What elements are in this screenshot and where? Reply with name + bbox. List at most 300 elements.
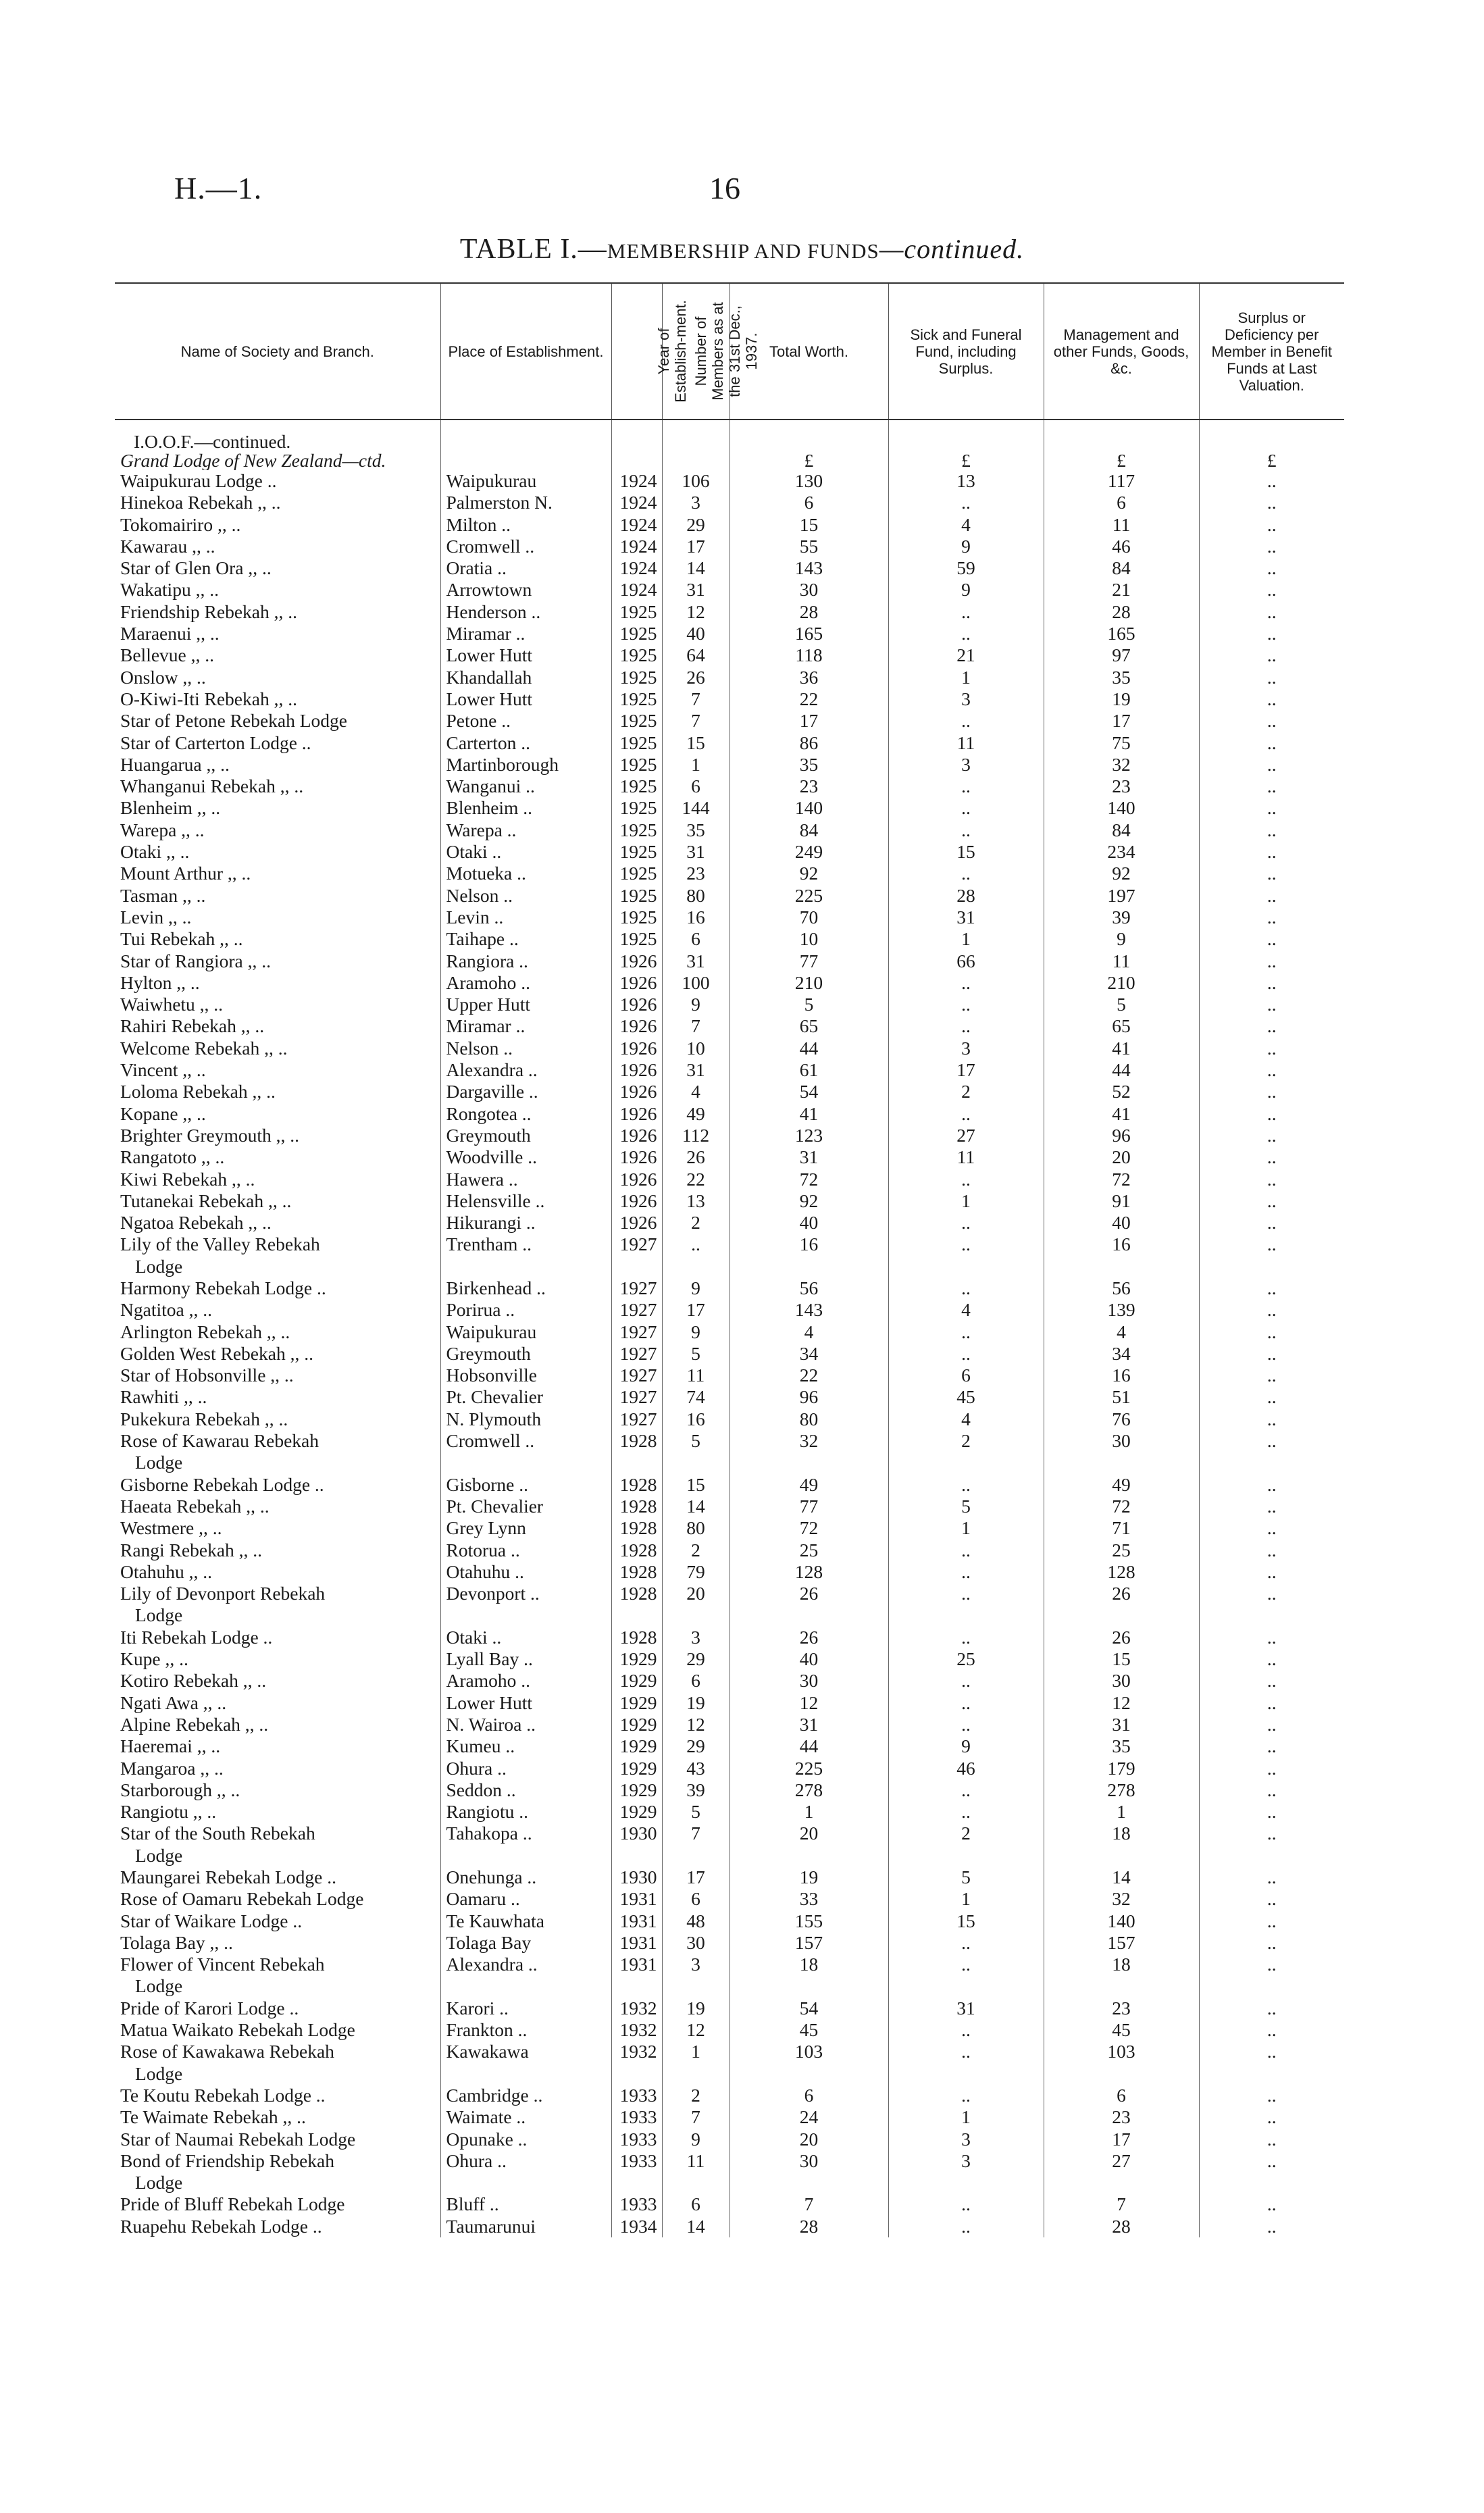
cell-sick: 3 [888,688,1044,710]
table-row [115,1190,1344,1212]
cell-members: 64 [662,644,730,666]
table-row [115,623,1344,644]
table-row [115,1386,1344,1408]
cell-total: 56 [730,1277,888,1299]
cell-mgmt: 103 [1044,2041,1199,2062]
cell-mgmt [1044,1256,1199,1277]
cell-members: 30 [662,1932,730,1954]
cell-surplus: .. [1199,1038,1344,1059]
cell-year: 1924 [611,579,662,601]
cell-name: Lily of the Valley Rebekah [120,1234,320,1255]
cell-year: 1925 [611,754,662,776]
cell-sick: 45 [888,1386,1044,1408]
table-row [115,1496,1344,1517]
cell-name: Rangi Rebekah ,, .. [120,1539,263,1560]
cell-mgmt: 97 [1044,644,1199,666]
cell-surplus: .. [1199,994,1344,1015]
cell-year: 1926 [611,950,662,972]
cell-year: 1925 [611,841,662,863]
cell-year: 1929 [611,1670,662,1692]
cell-total: 30 [730,2150,888,2172]
table-row [115,644,1344,666]
table-row [115,1321,1344,1343]
cell-name: Whanganui Rebekah ,, .. [120,776,304,797]
cell-year: 1929 [611,1648,662,1670]
cell-total [730,2172,888,2193]
cell-sick: .. [888,1015,1044,1037]
cell-place: Kumeu .. [440,1735,611,1757]
table-row [115,2129,1344,2150]
table-row [115,754,1344,776]
table-row [115,1823,1344,1844]
table-row [115,1888,1344,1910]
cell-sick: .. [888,819,1044,841]
cell-mgmt: 41 [1044,1038,1199,1059]
cell-surplus: .. [1199,1758,1344,1779]
cell-members: 29 [662,1735,730,1757]
cell-sick: .. [888,1954,1044,1975]
cell-name: Ngati Awa ,, .. [120,1692,227,1713]
cell-surplus: .. [1199,1692,1344,1714]
table-row [115,1932,1344,1954]
cell-year: 1931 [611,1910,662,1932]
cell-sick: .. [888,863,1044,884]
cell-place: Lower Hutt [440,644,611,666]
cell-year [611,1604,662,1626]
cell-place: Te Kauwhata [440,1910,611,1932]
cell-year: 1925 [611,819,662,841]
cell-name: Tasman ,, .. [120,884,206,906]
table-row [115,928,1344,950]
cell-surplus: .. [1199,907,1344,928]
table-row [115,1234,1344,1255]
cell-surplus: .. [1199,1190,1344,1212]
cell-year [611,2172,662,2193]
cell-place: Wanganui .. [440,776,611,797]
cell-surplus: .. [1199,1561,1344,1583]
cell-year: 1928 [611,1474,662,1496]
cell-surplus [1199,2172,1344,2193]
table-row [115,1277,1344,1299]
cell-mgmt: 27 [1044,2150,1199,2172]
cell-surplus: .. [1199,1212,1344,1234]
table-row [115,667,1344,688]
cell-members: 7 [662,1015,730,1037]
cell-total [730,1256,888,1277]
cell-place: Cromwell .. [440,1430,611,1452]
cell-year: 1928 [611,1430,662,1452]
cell-members: 6 [662,2193,730,2215]
cell-surplus: .. [1199,797,1344,819]
cell-year: 1930 [611,1867,662,1888]
cell-sick: .. [888,623,1044,644]
cell-sick: 1 [888,2106,1044,2128]
cell-total: 249 [730,841,888,863]
currency-surplus: £ [1199,451,1344,470]
cell-mgmt: 56 [1044,1277,1199,1299]
cell-year: 1926 [611,1146,662,1168]
cell-members: 35 [662,819,730,841]
cell-sick [888,1845,1044,1867]
cell-mgmt: 17 [1044,710,1199,732]
cell-total: 7 [730,2193,888,2215]
cell-surplus: .. [1199,1299,1344,1321]
cell-total: 225 [730,885,888,907]
cell-surplus: .. [1199,1365,1344,1386]
cell-mgmt: 75 [1044,732,1199,754]
cell-name: Star of Glen Ora ,, .. [120,557,272,579]
cell-sick: 1 [888,928,1044,950]
table-row [115,2193,1344,2215]
cell-mgmt: 91 [1044,1190,1199,1212]
cell-surplus: .. [1199,1648,1344,1670]
cell-sick: 1 [888,1190,1044,1212]
cell-name: Westmere ,, .. [120,1517,222,1539]
cell-total: 54 [730,1081,888,1102]
cell-place: Levin .. [440,907,611,928]
table-row [115,1910,1344,1932]
cell-name: Otaki ,, .. [120,841,190,863]
cell-sick [888,2172,1044,2193]
cell-members: 48 [662,1910,730,1932]
cell-surplus: .. [1199,1081,1344,1102]
cell-place: Arrowtown [440,579,611,601]
table-row [115,514,1344,536]
cell-members: 49 [662,1103,730,1125]
cell-place: Aramoho .. [440,972,611,994]
cell-surplus: .. [1199,1627,1344,1648]
page-number: 16 [709,171,740,205]
cell-name: Haeata Rebekah ,, .. [120,1495,270,1517]
cell-total: 20 [730,1823,888,1844]
cell-mgmt: 11 [1044,514,1199,536]
cell-mgmt: 35 [1044,1735,1199,1757]
cell-members: 16 [662,1408,730,1430]
cell-surplus: .. [1199,1954,1344,1975]
cell-members: 15 [662,732,730,754]
cell-surplus: .. [1199,819,1344,841]
cell-place: Waipukurau [440,1321,611,1343]
cell-members: 14 [662,2216,730,2237]
table-row [115,1517,1344,1539]
cell-mgmt: 140 [1044,797,1199,819]
cell-name: Tolaga Bay ,, .. [120,1931,233,1953]
cell-year: 1925 [611,885,662,907]
cell-year: 1928 [611,1583,662,1604]
cell-surplus: .. [1199,1146,1344,1168]
cell-members: 14 [662,1496,730,1517]
cell-year: 1925 [611,797,662,819]
cell-name: Lodge [135,1604,183,1626]
cell-sick: 1 [888,1517,1044,1539]
cell-mgmt: 32 [1044,1888,1199,1910]
cell-members: 1 [662,754,730,776]
cell-members: 4 [662,1081,730,1102]
society-heading [115,432,440,451]
cell-name: Te Koutu Rebekah Lodge .. [120,2084,326,2106]
cell-mgmt: 23 [1044,1998,1199,2019]
cell-place: Karori .. [440,1998,611,2019]
cell-year: 1926 [611,1212,662,1234]
cell-surplus: .. [1199,2106,1344,2128]
table-row [115,1735,1344,1757]
currency-mgmt: £ [1044,451,1199,470]
cell-total: 278 [730,1779,888,1801]
cell-sick: .. [888,1234,1044,1255]
cell-year: 1932 [611,1998,662,2019]
table-row [115,1692,1344,1714]
cell-mgmt: 51 [1044,1386,1199,1408]
cell-sick: 3 [888,2129,1044,2150]
cell-sick: .. [888,2216,1044,2237]
cell-place: Cambridge .. [440,2085,611,2106]
cell-total: 28 [730,2216,888,2237]
cell-name: Lodge [135,1452,183,1473]
cell-surplus: .. [1199,1408,1344,1430]
cell-members: 19 [662,1998,730,2019]
cell-total: 155 [730,1910,888,1932]
cell-total: 33 [730,1888,888,1910]
cell-members: 80 [662,1517,730,1539]
cell-place [440,1452,611,1473]
cell-surplus: .. [1199,1823,1344,1844]
table-row [115,841,1344,863]
cell-place [440,1975,611,1997]
cell-place: Devonport .. [440,1583,611,1604]
cell-place: Miramar .. [440,1015,611,1037]
cell-total: 16 [730,1234,888,1255]
cell-place [440,1604,611,1626]
cell-year: 1929 [611,1779,662,1801]
col-header-surplus: Surplus or Deficiency per Member in Benefit Funds at Last Valuation. [1199,283,1344,420]
cell-members: 2 [662,2085,730,2106]
cell-total: 6 [730,492,888,513]
cell-name: Gisborne Rebekah Lodge .. [120,1473,324,1495]
cell-year: 1924 [611,492,662,513]
cell-name: Pukekura Rebekah ,, .. [120,1408,288,1429]
cell-name: Kupe ,, .. [120,1648,188,1670]
cell-mgmt: 39 [1044,907,1199,928]
cell-year: 1933 [611,2106,662,2128]
table-row [115,994,1344,1015]
cell-members: 6 [662,1670,730,1692]
cell-sick: 5 [888,1867,1044,1888]
cell-total: 5 [730,994,888,1015]
cell-name: Ruapehu Rebekah Lodge .. [120,2215,322,2237]
table-row [115,776,1344,797]
cell-total: 86 [730,732,888,754]
cell-mgmt: 28 [1044,2216,1199,2237]
cell-name: Waipukurau Lodge .. [120,470,277,491]
cell-sick: 31 [888,907,1044,928]
cell-place: Opunake .. [440,2129,611,2150]
table-row [115,1365,1344,1386]
cell-place: Lower Hutt [440,1692,611,1714]
cell-mgmt: 26 [1044,1583,1199,1604]
cell-sick: .. [888,2019,1044,2041]
cell-place: Hobsonville [440,1365,611,1386]
cell-year: 1925 [611,863,662,884]
table-row [115,1430,1344,1452]
col-header-sick: Sick and Funeral Fund, including Surplus. [888,283,1044,420]
cell-place [440,2172,611,2193]
cell-place [440,1845,611,1867]
cell-surplus: .. [1199,2150,1344,2172]
cell-sick: 4 [888,514,1044,536]
cell-total: 18 [730,1954,888,1975]
cell-name: Friendship Rebekah ,, .. [120,601,297,622]
cell-sick: .. [888,994,1044,1015]
table-row [115,1169,1344,1190]
cell-year: 1929 [611,1758,662,1779]
cell-members: 79 [662,1561,730,1583]
cell-members: 40 [662,623,730,644]
cell-total: 225 [730,1758,888,1779]
cell-members: 9 [662,994,730,1015]
cell-surplus: .. [1199,710,1344,732]
cell-total: 34 [730,1343,888,1365]
cell-members: 106 [662,470,730,492]
cell-name: Starborough ,, .. [120,1779,240,1800]
cell-place: Carterton .. [440,732,611,754]
table-row [115,1975,1344,1997]
cell-name: Rose of Kawarau Rebekah [120,1430,319,1452]
cell-place: Birkenhead .. [440,1277,611,1299]
cell-year: 1927 [611,1365,662,1386]
cell-total: 23 [730,776,888,797]
cell-total: 19 [730,1867,888,1888]
cell-sick: 21 [888,644,1044,666]
cell-total: 12 [730,1692,888,1714]
cell-surplus: .. [1199,972,1344,994]
cell-total: 28 [730,601,888,623]
cell-year: 1928 [611,1561,662,1583]
cell-total: 210 [730,972,888,994]
cell-surplus: .. [1199,1125,1344,1146]
cell-total: 92 [730,863,888,884]
cell-mgmt [1044,1975,1199,1997]
cell-year: 1925 [611,928,662,950]
cell-place: Frankton .. [440,2019,611,2041]
cell-total: 72 [730,1169,888,1190]
cell-sick: 66 [888,950,1044,972]
cell-surplus: .. [1199,1888,1344,1910]
cell-sick: .. [888,1692,1044,1714]
cell-year: 1927 [611,1299,662,1321]
cell-year: 1931 [611,1888,662,1910]
cell-year: 1926 [611,1015,662,1037]
cell-surplus: .. [1199,2041,1344,2062]
cell-members: 31 [662,841,730,863]
col-header-place: Place of Establishment. [440,283,611,420]
cell-members: 100 [662,972,730,994]
cell-sick: 2 [888,1430,1044,1452]
cell-sick: .. [888,2085,1044,2106]
cell-surplus: .. [1199,1059,1344,1081]
cell-members: 7 [662,2106,730,2128]
cell-year: 1933 [611,2193,662,2215]
cell-place: Otaki .. [440,841,611,863]
cell-total: 24 [730,2106,888,2128]
cell-mgmt: 26 [1044,1627,1199,1648]
cell-members [662,2063,730,2085]
cell-place: Oamaru .. [440,1888,611,1910]
cell-sick: 27 [888,1125,1044,1146]
cell-year: 1925 [611,623,662,644]
cell-surplus [1199,1975,1344,1997]
cell-total: 143 [730,1299,888,1321]
cell-sick: 3 [888,2150,1044,2172]
cell-year: 1926 [611,1103,662,1125]
cell-mgmt [1044,1452,1199,1473]
cell-members: 7 [662,1823,730,1844]
cell-mgmt: 140 [1044,1910,1199,1932]
cell-total: 30 [730,1670,888,1692]
cell-sick: .. [888,1103,1044,1125]
cell-mgmt: 15 [1044,1648,1199,1670]
cell-name: Rahiri Rebekah ,, .. [120,1015,265,1037]
cell-members: 31 [662,579,730,601]
cell-surplus: .. [1199,776,1344,797]
table-row [115,819,1344,841]
col-header-year [611,283,689,420]
cell-total: 80 [730,1408,888,1430]
table-row [115,907,1344,928]
cell-sick: 59 [888,557,1044,579]
cell-sick: 31 [888,1998,1044,2019]
cell-surplus: .. [1199,601,1344,623]
cell-year: 1933 [611,2129,662,2150]
cell-members [662,2172,730,2193]
cell-mgmt [1044,2172,1199,2193]
cell-mgmt: 34 [1044,1343,1199,1365]
cell-mgmt: 19 [1044,688,1199,710]
cell-place: Motueka .. [440,863,611,884]
cell-members: 16 [662,907,730,928]
cell-place: Hikurangi .. [440,1212,611,1234]
cell-mgmt: 6 [1044,2085,1199,2106]
cell-mgmt: 96 [1044,1125,1199,1146]
cell-place: Taumarunui [440,2216,611,2237]
cell-members: 11 [662,2150,730,2172]
cell-surplus: .. [1199,667,1344,688]
cell-sick: 15 [888,841,1044,863]
cell-place: Henderson .. [440,601,611,623]
table-row [115,1474,1344,1496]
cell-sick: .. [888,2193,1044,2215]
cell-surplus: .. [1199,579,1344,601]
cell-place: Warepa .. [440,819,611,841]
cell-name: Lodge [135,2062,183,2084]
cell-sick: 15 [888,1910,1044,1932]
header-row [115,283,1344,420]
cell-place: Waimate .. [440,2106,611,2128]
cell-name: Blenheim ,, .. [120,797,221,819]
cell-surplus: .. [1199,2129,1344,2150]
cell-surplus: .. [1199,492,1344,513]
cell-surplus: .. [1199,1801,1344,1823]
cell-total: 17 [730,710,888,732]
cell-place: Milton .. [440,514,611,536]
cell-place: Greymouth [440,1125,611,1146]
cell-members [662,1975,730,1997]
cell-name: Bellevue ,, .. [120,644,214,666]
cell-members: 26 [662,667,730,688]
cell-total: 49 [730,1474,888,1496]
cell-surplus: .. [1199,1386,1344,1408]
table-row [115,863,1344,884]
cell-members: 9 [662,1321,730,1343]
